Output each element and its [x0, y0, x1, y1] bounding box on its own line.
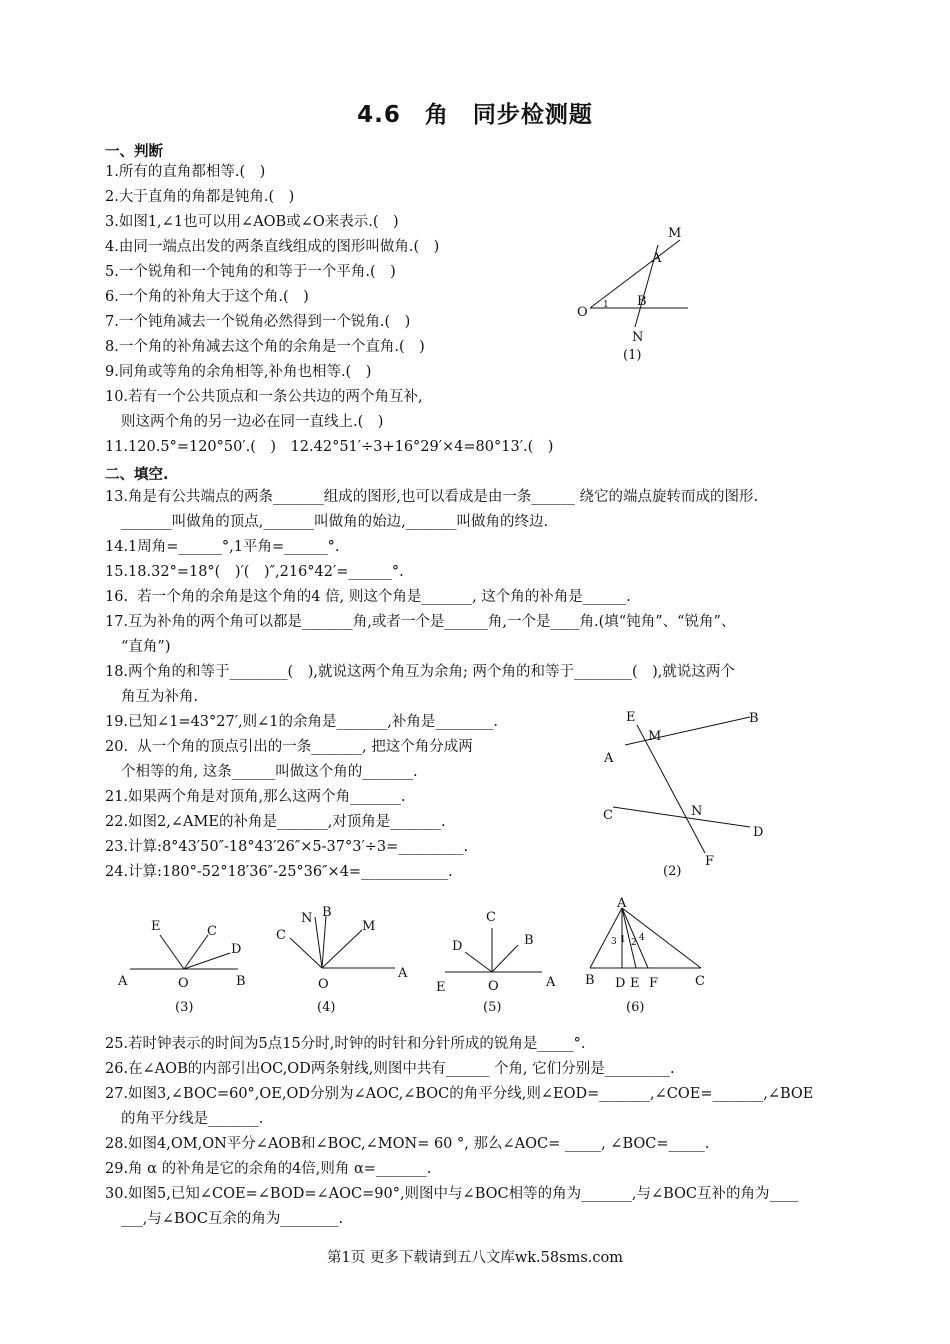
question-line: 5.一个锐角和一个钝角的和等于一个平角.( )	[105, 264, 396, 280]
question-line: 18.两个角的和等于________( ),就说这两个角互为余角; 两个角的和等于________( ),就说这两个	[105, 664, 735, 680]
figure-2-caption: (2)	[663, 864, 682, 879]
label-1: 1	[603, 300, 609, 310]
label-M: M	[362, 919, 376, 934]
question-line: 的角平分线是_______.	[121, 1111, 264, 1127]
label-N: N	[632, 330, 644, 345]
label-4: 4	[639, 933, 645, 943]
label-N: N	[691, 804, 703, 819]
label-O: O	[318, 977, 329, 992]
question-line: 21.如果两个角是对顶角,那么这两个角_______.	[105, 789, 406, 805]
label-E: E	[436, 980, 446, 995]
question-line: 27.如图3,∠BOC=60°,OE,OD分别为∠AOC,∠BOC的角平分线,则∠EOD=_______,∠COE=_______,∠BOE	[105, 1086, 814, 1102]
question-line: 22.如图2,∠AME的补角是_______,对顶角是_______.	[105, 814, 446, 830]
question-line: 28.如图4,OM,ON平分∠AOB和∠BOC,∠MON= 60 °, 那么∠AOC= _____, ∠BOC=_____.	[105, 1136, 710, 1152]
label-1: 1	[620, 935, 626, 945]
question-line: _______叫做角的顶点,_______叫做角的始边,_______叫做角的终边.	[121, 514, 549, 530]
question-line: 26.在∠AOB的内部引出OC,OD两条射线,则图中共有______ 个角, 它们分别是_________.	[105, 1061, 675, 1077]
figure-4	[270, 900, 420, 1020]
label-A: A	[118, 974, 128, 989]
label-D: D	[231, 942, 242, 957]
label-O: O	[178, 976, 189, 991]
label-D: D	[615, 976, 626, 991]
figure-3	[110, 905, 260, 1020]
question-line: ___,与∠BOC互余的角为________.	[121, 1211, 344, 1227]
label-N: N	[301, 911, 313, 926]
question-line: 10.若有一个公共顶点和一条公共边的两个角互补,	[105, 389, 423, 405]
label-M: M	[668, 226, 682, 241]
question-line: 4.由同一端点出发的两条直线组成的图形叫做角.( )	[105, 239, 440, 255]
question-line: 1.所有的直角都相等.( )	[105, 164, 266, 180]
figure-5	[430, 900, 570, 1020]
label-E: E	[626, 710, 636, 725]
label-B: B	[322, 905, 332, 920]
question-line: 个相等的角, 这条______叫做这个角的_______.	[121, 764, 418, 780]
label-B: B	[585, 973, 595, 988]
question-line: 3.如图1,∠1也可以用∠AOB或∠O来表示.( )	[105, 214, 399, 230]
question-line: 14.1周角=______°,1平角=______°.	[105, 539, 340, 555]
label-A: A	[652, 251, 662, 266]
question-line: 则这两个角的另一边必在同一直线上.( )	[121, 414, 384, 430]
label-O: O	[488, 979, 499, 994]
label-D: D	[452, 939, 463, 954]
label-B: B	[749, 711, 759, 726]
label-A: A	[604, 751, 614, 766]
figure-1	[560, 215, 700, 365]
label-C: C	[695, 974, 705, 989]
label-E: E	[151, 919, 161, 934]
label-A: A	[617, 896, 627, 911]
label-A: A	[398, 966, 408, 981]
question-line: 角互为补角.	[121, 689, 199, 705]
figure-6	[578, 890, 718, 1020]
label-B: B	[524, 933, 534, 948]
figure-5-caption: (5)	[483, 1000, 502, 1015]
question-line: 29.角 α 的补角是它的余角的4倍,则角 α=_______.	[105, 1161, 432, 1177]
label-3: 3	[611, 937, 617, 947]
question-line: “直角”)	[121, 639, 171, 655]
label-E: E	[630, 976, 640, 991]
question-line: 13.角是有公共端点的两条_______组成的图形,也可以看成是由一条______ 绕它的端点旋转而成的图形.	[105, 489, 759, 505]
label-M: M	[648, 729, 662, 744]
figure-6-caption: (6)	[626, 1000, 645, 1015]
section-heading-fill: 二、填空.	[105, 467, 169, 483]
figure-1-caption: (1)	[623, 348, 642, 363]
page-title: 4.6 角 同步检测题	[357, 102, 593, 128]
question-line: 23.计算:8°43′50″-18°43′26″×5-37°3′÷3=_________.	[105, 839, 469, 855]
figure-2	[595, 705, 775, 885]
figure-3-caption: (3)	[175, 1000, 194, 1015]
figure-4-caption: (4)	[317, 1000, 336, 1015]
label-B: B	[236, 974, 246, 989]
question-line: 11.120.5°=120°50′.( ) 12.42°51′÷3+16°29′×4=80°13′.( )	[105, 439, 554, 455]
question-line: 20. 从一个角的顶点引出的一条_______, 把这个角分成两	[105, 739, 473, 755]
label-O: O	[577, 305, 588, 320]
question-line: 8.一个角的补角减去这个角的余角是一个直角.( )	[105, 339, 425, 355]
question-line: 16. 若一个角的余角是这个角的4 倍, 则这个角是_______, 这个角的补角是______.	[105, 589, 631, 605]
question-line: 25.若时钟表示的时间为5点15分时,时钟的时针和分针所成的锐角是_____°.	[105, 1036, 586, 1052]
label-A: A	[546, 975, 556, 990]
section-heading-judge: 一、判断	[105, 144, 163, 160]
question-line: 15.18.32°=18°( )′( )″,216°42′=______°.	[105, 564, 404, 580]
question-line: 24.计算:180°-52°18′36″-25°36″×4=____________.	[105, 864, 453, 880]
question-line: 6.一个角的补角大于这个角.( )	[105, 289, 309, 305]
page-footer: 第1页 更多下载请到五八文库wk.58sms.com	[327, 1250, 623, 1266]
label-C: C	[486, 910, 496, 925]
question-line: 7.一个钝角减去一个锐角必然得到一个锐角.( )	[105, 314, 411, 330]
label-C: C	[276, 928, 286, 943]
label-C: C	[207, 924, 217, 939]
label-F: F	[649, 976, 659, 991]
label-B: B	[637, 294, 647, 309]
question-line: 30.如图5,已知∠COE=∠BOD=∠AOC=90°,则图中与∠BOC相等的角为_______,与∠BOC互补的角为____	[105, 1186, 799, 1202]
label-D: D	[753, 825, 764, 840]
question-line: 9.同角或等角的余角相等,补角也相等.( )	[105, 364, 372, 380]
question-line: 19.已知∠1=43°27′,则∠1的余角是_______,补角是________.	[105, 714, 498, 730]
label-2: 2	[631, 938, 637, 948]
question-line: 2.大于直角的角都是钝角.( )	[105, 189, 295, 205]
label-F: F	[705, 854, 715, 869]
question-line: 17.互为补角的两个角可以都是_______角,或者一个是______角,一个是____角.(填“钝角”、“锐角”、	[105, 614, 736, 630]
label-C: C	[603, 808, 613, 823]
